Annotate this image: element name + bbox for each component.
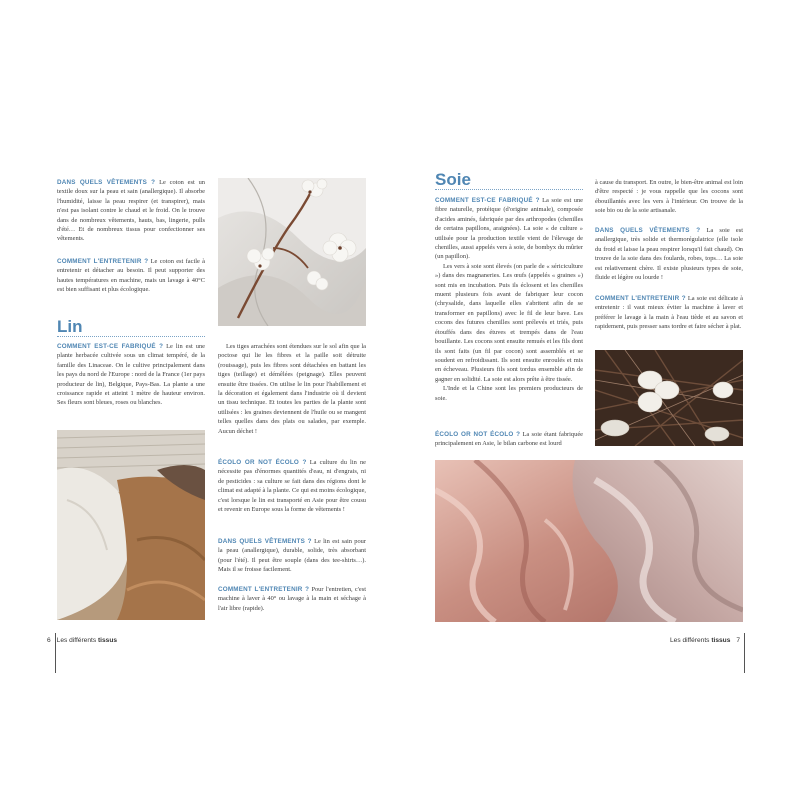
cotton-where-paragraph <box>57 178 205 244</box>
lin-made-label: COMMENT EST-CE FABRIQUÉ ? <box>57 343 164 350</box>
lin-title-rule <box>57 336 205 337</box>
lin-care-paragraph <box>218 585 366 613</box>
soie-eco-label: ÉCOLO OR NOT ÉCOLO ? <box>435 431 521 438</box>
cotton-where-label: DANS QUELS VÊTEMENTS ? <box>57 179 156 186</box>
soie-producers-text: L'Inde et la Chine sont les premiers producteurs de soie. <box>435 385 583 402</box>
soie-process-text: Les vers à soie sont élevés (on parle de « sériciculture ») dans des magnaneries. Les œufs (appelés « graines ») sont mis en incubation. Puis ils éclosent et les chenilles muent plusieurs fois avant de fabriquer leur cocon (chrysalide, dans laquelle elles s'abritent afin de se transformer en papillons) avec le fil de leur bave. Les cocons des futures chenilles sont prélevés et triés, puis étouffés dans des étuves et trempés dans de l'eau bouillante. Les cocons sont ensuite remués et les fils dont ils sont faits (un fil par cocon) sont assemblés et se soudent en refroidissant. Ils sont ensuite enroulés et mis en écheveau. Plusieurs fils sont tordus ensemble afin de gagner en solidité. La soie est alors prête à être tissée. <box>435 262 583 383</box>
soie-title: Soie <box>435 170 471 189</box>
lin-title: Lin <box>57 317 83 336</box>
cotton-care-label: COMMENT L'ENTRETENIR ? <box>57 258 149 265</box>
soie-care-label: COMMENT L'ENTRETENIR ? <box>595 295 686 302</box>
lin-where-text: Le lin est sain pour la peau (anallergique), durable, solide, très absorbant (pour l'été). Il peut être souple (dans des tee-shirts…). Mais il se froisse facilement. <box>218 538 366 574</box>
lin-col2-paragraph <box>218 342 366 436</box>
soie-made-label: COMMENT EST-CE FABRIQUÉ ? <box>435 197 540 204</box>
lin-where-paragraph <box>218 537 366 575</box>
soie-made-paragraph <box>435 196 583 403</box>
soie-transport-text: à cause du transport. En outre, le bien-être animal est loin d'être respecté : je vous rappelle que les cocons sont ébouillantés avec les vers à l'intérieur. On trouve de la soie bio ou de la soie artisanale. <box>595 179 743 215</box>
lin-care-text: Pour l'entretien, c'est machine à laver à 40° ou lavage à la main et séchage à l'air libre (rapide). <box>218 586 366 612</box>
lin-where-label: DANS QUELS VÊTEMENTS ? <box>218 538 312 545</box>
right-footer-text: Les différents <box>670 637 712 644</box>
left-footer-text: Les différents <box>56 637 98 644</box>
soie-title-rule <box>435 189 583 190</box>
silk-fabric-photo <box>435 460 743 622</box>
soie-col2-paragraph <box>595 178 743 216</box>
soie-where-label: DANS QUELS VÊTEMENTS ? <box>595 227 701 234</box>
lin-eco-text: La culture du lin ne nécessite pas d'énormes quantités d'eau, ni d'engrais, ni de pesticides : sa culture se fait dans des régions dont le climat est adapté à la plante. Ce qui est moins écologique, c'est lorsque le lin est transporté en Asie pour être cousu et revenir en Europe sous la forme de vêtements ! <box>218 459 367 514</box>
soie-made-text: La soie est une fibre naturelle, protéique (d'origine animale), composée d'acides aminés, fabriquée par des arthropodes (chenilles de certains papillons, araignées). La soie « de culture » utilisée pour la production textile vient de l'élevage de chenilles, aussi appelés vers à soie, de bombyx du mûrier (un papillon). <box>435 197 584 261</box>
lin-eco-label: ÉCOLO OR NOT ÉCOLO ? <box>218 459 307 466</box>
lin-eco-paragraph <box>218 458 366 514</box>
left-footer <box>47 637 117 644</box>
cotton-care-paragraph <box>57 257 205 295</box>
soie-care-text: La soie est délicate à entretenir : il vaut mieux éviter la machine à laver et préférer le lavage à la main à l'eau tiède et au savon et rapidement, puis presser sans tordre et faire sécher à plat. <box>595 295 743 331</box>
soie-where-text: La soie est anallergique, très solide et thermorégulatrice (elle isole du froid et laisse la peau respirer lorsqu'il fait chaud). On trouve de la soie dans des foulards, robes, tops… La soie est relativement chère. Il existe plusieurs types de soie, fluide et légère ou lourde ! <box>595 227 743 282</box>
lin-made-paragraph <box>57 342 205 408</box>
soie-where-paragraph <box>595 226 743 282</box>
lin-process-text: Les tiges arrachées sont étendues sur le sol afin que la poctose qui lie les fibres et la paille soit détruite (rouissage), puis les fibres sont détachées en battant les tiges (teillage) et démêlées (peignage). Elles peuvent ensuite être tissées. On utilise le lin pour l'habillement et la décoration et également dans l'industrie où il devient un tissu technique. Et toutes les parties de la plante sont utilisées : les graines deviennent de l'huile ou se mangent telles quelles dans des plats ou salades, par exemple. Aucun déchet ! <box>218 343 366 435</box>
right-footer-rule <box>744 633 745 673</box>
linen-photo <box>57 430 205 620</box>
soie-care-paragraph <box>595 294 743 332</box>
left-footer-bold: tissus <box>97 637 118 644</box>
lin-care-label: COMMENT L'ENTRETENIR ? <box>218 586 310 593</box>
right-footer-bold: tissus <box>711 637 731 644</box>
soie-eco-paragraph <box>435 430 583 449</box>
soie-eco-text: La soie étant fabriquée principalement en Asie, le bilan carbone est lourd <box>435 431 583 448</box>
lin-made-text: Le lin est une plante herbacée cultivée sous un climat tempéré, de la famille des Linaceae. On le cultive principalement dans les pays du nord de l'Europe : nord de la France (1er pays producteur de lin), Belgique, Pays-Bas. La plante a une croissance rapide et atteint 1 mètre de hauteur environ. Ses fleurs sont bleues, roses ou blanches. <box>57 343 205 407</box>
cotton-photo <box>218 178 366 326</box>
silk-cocoon-photo <box>595 350 743 446</box>
page-number-right: 7 <box>736 637 741 644</box>
page-number-left: 6 <box>47 637 51 644</box>
cotton-where-text: Le coton est un textile doux sur la peau et sain (anallergique). Il absorbe l'humidité, laisse la peau respirer (et transpirer), mais n'est pas isolant contre le chaud et le froid. On le trouve dans de nombreux vêtements, hauts, bas, lingerie, pulls d'été… Et de nombreux tissus pour confectionner ses vêtements. <box>57 179 205 243</box>
cotton-care-text: Le coton est facile à entretenir et détacher au besoin. Il peut supporter des hautes températures en machine, mais un lavage à 40°C est bien suffisant et plus écologique. <box>57 258 205 294</box>
right-footer <box>670 637 740 644</box>
